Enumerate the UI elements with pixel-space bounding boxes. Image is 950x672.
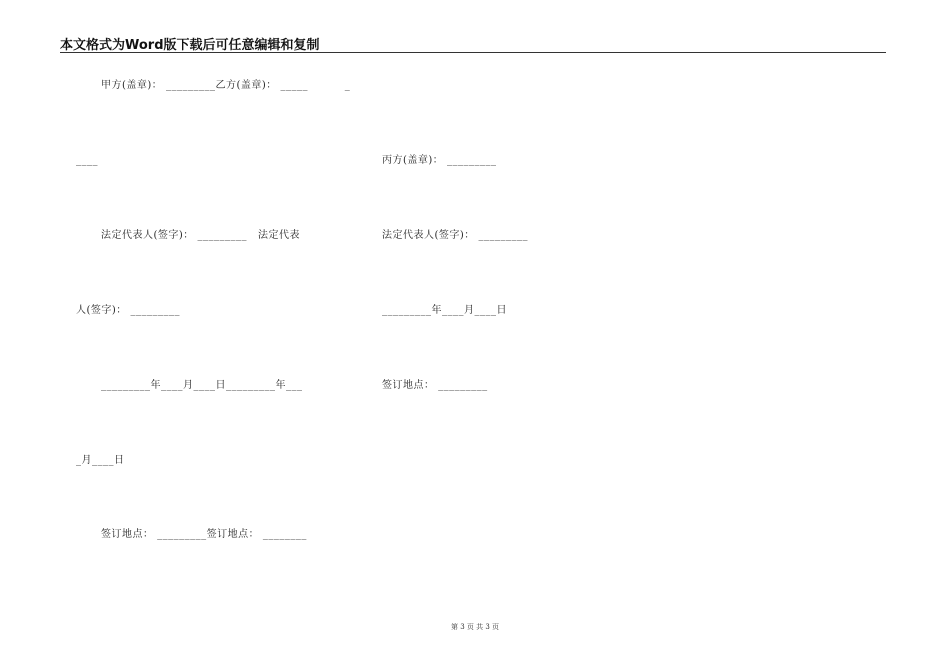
blank-continuation: ____ (76, 155, 98, 166)
legal-rep-signature-line-left: 法定代表人(签字)： _________ 法定代表 (101, 230, 301, 241)
document-header-title: 本文格式为Word版下载后可任意编辑和复制 (60, 38, 320, 53)
party-a-b-seal-line: 甲方(盖章)： _________乙方(盖章)： _____ _ (101, 80, 351, 91)
page-number: 第 3 页 共 3 页 (450, 623, 500, 631)
party-c-seal-line: 丙方(盖章)： _________ (382, 155, 497, 166)
date-line-right: _________年____月____日 (382, 305, 507, 316)
date-continuation: _月____日 (76, 455, 125, 466)
signing-place-line-right: 签订地点： _________ (382, 380, 488, 391)
signing-place-line-left: 签订地点： _________签订地点： ________ (101, 529, 307, 540)
header-divider (60, 52, 886, 53)
legal-rep-signature-line-right: 法定代表人(签字)： _________ (382, 230, 528, 241)
legal-rep-signature-continuation: 人(签字)： _________ (76, 305, 180, 316)
date-line-left: _________年____月____日_________年___ (101, 380, 303, 391)
